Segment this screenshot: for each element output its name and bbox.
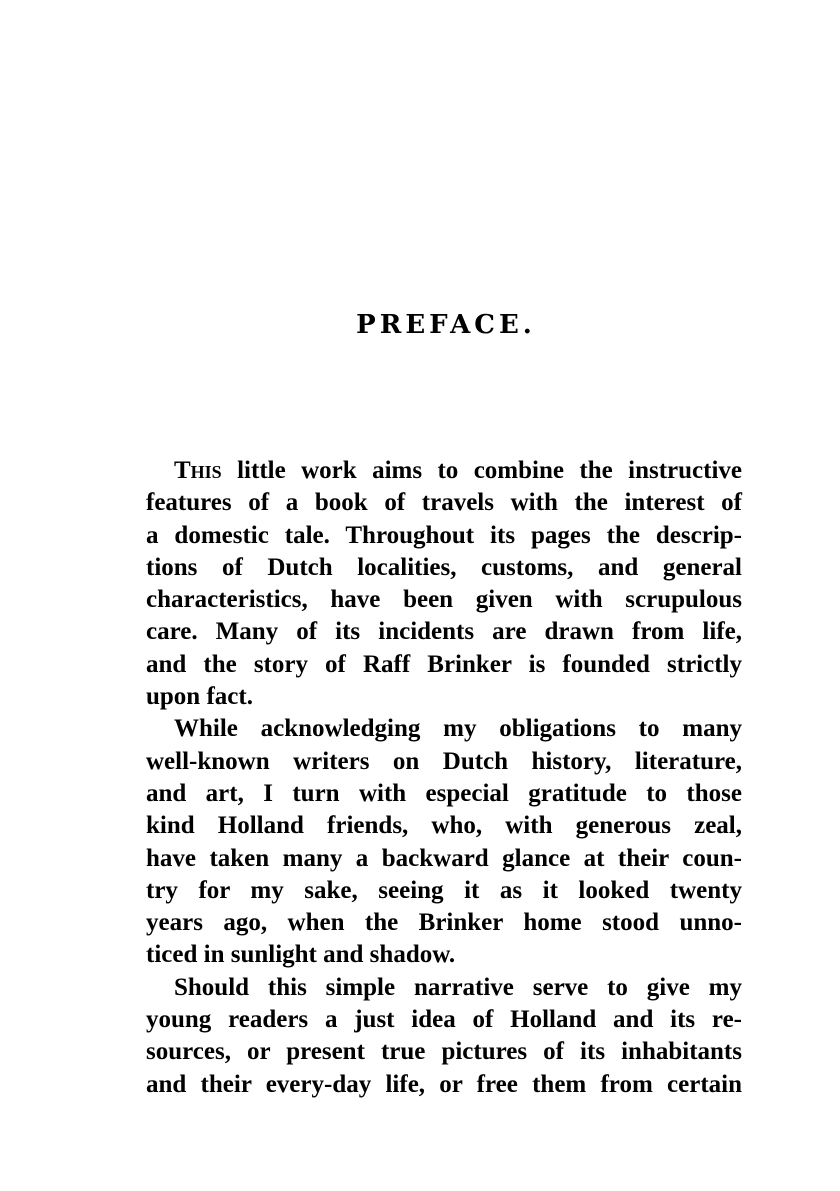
text-line: upon fact. [146, 683, 253, 711]
paragraph-2 [146, 713, 742, 971]
text-line: and art, I turn with especial gratitude to those [146, 779, 742, 807]
paragraph-3 [146, 972, 742, 1101]
text-line: tions of Dutch localities, customs, and general [146, 553, 742, 581]
text-line: and their every-day life, or free them from certain [146, 1070, 742, 1098]
text-line: try for my sake, seeing it as it looked twenty [146, 876, 742, 904]
text-line [146, 455, 742, 487]
text-line: Should this simple narrative serve to give my [174, 973, 742, 1001]
text-line: features of a book of travels with the interest of [146, 489, 742, 517]
lead-word: This [174, 457, 222, 484]
text-line: a domestic tale. Throughout its pages the descrip- [146, 521, 742, 549]
preface-body [146, 455, 742, 1101]
text-line: kind Holland friends, who, with generous zeal, [146, 812, 742, 840]
text-line: young readers a just idea of Holland and its re- [146, 1006, 742, 1034]
text-line: characteristics, have been given with scrupulous [146, 586, 742, 614]
text-line: years ago, when the Brinker home stood unno- [146, 909, 742, 937]
text-line: While acknowledging my obligations to many [174, 715, 742, 743]
text-line: care. Many of its incidents are drawn from life, [146, 618, 742, 646]
text-line: ticed in sunlight and shadow. [146, 941, 456, 969]
line-text: little work aims to combine the instructive [221, 457, 742, 484]
text-line: have taken many a backward glance at their coun- [146, 844, 742, 872]
paragraph-1 [146, 455, 742, 713]
text-line: well-known writers on Dutch history, literature, [146, 747, 742, 775]
text-line: sources, or present true pictures of its inhabitants [146, 1038, 742, 1066]
text-line: and the story of Raff Brinker is founded strictly [146, 650, 742, 678]
page-title: PREFACE. [356, 310, 536, 340]
